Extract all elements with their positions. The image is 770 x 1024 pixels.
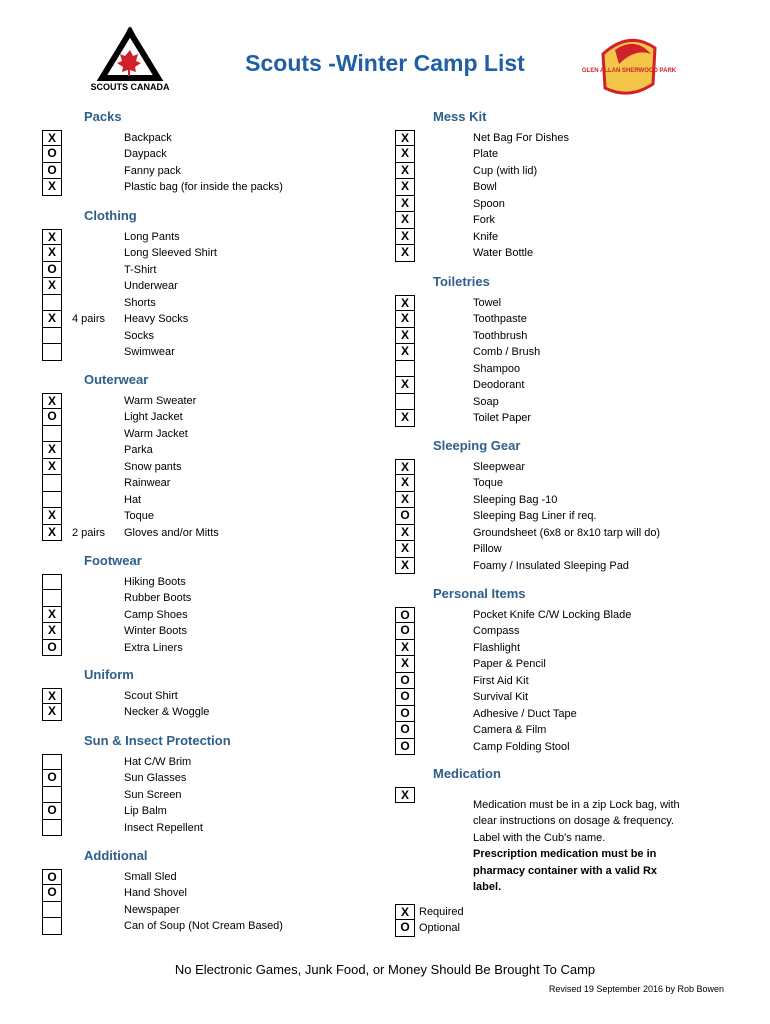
checkbox-mark: X [42,278,62,294]
list-item [395,410,725,426]
medication-prescription-note: Prescription medication must be in pharmacy container with a valid Rx label. [473,848,658,894]
section-outerwear [42,371,372,541]
item-label: Extra Liners [124,641,183,654]
checkbox-mark: X [42,179,62,195]
checkbox-mark: X [395,311,415,327]
item-quantity: 4 pairs [72,313,106,326]
item-label: Knife [473,230,499,243]
checkbox-mark: O [395,508,415,524]
checkbox-mark: O [42,803,62,819]
list-item [395,607,725,623]
item-label: Small Sled [124,871,177,883]
checkbox-mark: O [395,706,415,722]
item-label: Flashlight [473,641,521,654]
checkbox-mark: O [395,673,415,689]
item-label: Camp Folding Stool [473,740,570,753]
item-label: Warm Jacket [124,427,188,440]
checkbox-mark: O [42,885,62,901]
svg-text:GLEN ALLAN SHERWOOD PARK: GLEN ALLAN SHERWOOD PARK [581,68,677,74]
section-title: Packs [84,109,122,124]
section-title: Outerwear [84,372,149,387]
checkbox-mark: X [42,623,62,639]
legend-label: Required [419,906,464,918]
checkbox-mark: X [395,229,415,245]
list-item [395,640,725,656]
checkbox-mark [42,344,62,360]
list-item [395,295,725,311]
list-item [395,492,725,508]
checkbox-mark: X [395,541,415,557]
checkbox-mark: X [395,295,415,311]
item-label: Water Bottle [473,247,534,260]
checkbox-mark: X [395,656,415,672]
item-label: Hat C/W Brim [124,756,192,768]
checkbox-mark: X [395,525,415,541]
list-item [395,196,725,212]
item-label: Hand Shovel [124,887,187,900]
footer-note: No Electronic Games, Junk Food, or Money Should Be Brought To Camp [174,962,596,977]
section-title: Footwear [84,553,142,568]
checkbox-mark: O [42,640,62,656]
checkbox-mark: X [395,410,415,426]
list-item [395,212,725,228]
list-item [395,475,725,491]
list-item [395,525,725,541]
checkbox-mark: X [395,344,415,360]
list-item [395,146,725,162]
checkbox-mark: X [395,245,415,261]
checkbox-mark: X [395,787,415,803]
checkbox-mark: X [42,508,62,524]
list-item [42,295,372,311]
section-title: Uniform [84,667,134,682]
list-item [42,229,372,245]
item-label: Socks [124,329,154,342]
checkbox-mark: O [395,607,415,623]
list-item [42,902,372,918]
item-label: Comb / Brush [473,346,541,359]
checkbox-mark: X [42,704,62,720]
checkbox-mark: O [395,722,415,738]
checkbox-mark [42,475,62,491]
item-label: Sleepwear [473,461,525,473]
checkbox-mark: X [42,688,62,704]
list-item [42,885,372,901]
checkbox-mark [42,754,62,770]
legend-mark: O [395,920,415,936]
item-label: Insect Repellent [124,821,203,834]
item-label: Cup (with lid) [473,164,538,177]
list-item [42,787,372,803]
list-item [395,673,725,689]
item-label: Daypack [124,148,167,161]
list-item [395,558,725,574]
list-item [42,508,372,524]
checkbox-mark: O [395,623,415,639]
section-title: Additional [84,848,148,863]
page-title: Scouts -Winter Camp List [245,50,525,76]
item-label: Scout Shirt [124,690,178,702]
item-label: Gloves and/or Mitts [124,526,219,539]
list-item [395,311,725,327]
list-item [395,541,725,557]
list-item [42,475,372,491]
list-item [42,770,372,786]
checkbox-mark [42,492,62,508]
checkbox-mark: O [42,770,62,786]
item-label: Toque [473,477,503,490]
item-label: Sleeping Bag Liner if req. [473,510,597,523]
checkbox-mark: X [395,146,415,162]
checkbox-mark: O [42,146,62,162]
list-item [395,459,725,475]
list-item [42,179,372,195]
checkbox-mark [42,590,62,606]
list-item [395,722,725,738]
section-packs [42,108,372,196]
list-item [395,656,725,672]
list-item [395,163,725,179]
section-title: Mess Kit [433,109,487,124]
item-label: Winter Boots [124,625,187,638]
item-label: T-Shirt [124,263,157,276]
checkbox-mark: X [395,640,415,656]
checkbox-mark [42,574,62,590]
medication-text: Medication must be in a zip Lock bag, with clear instructions on dosage & frequency. Label with the Cub's name. [473,799,680,844]
section-toiletries [395,273,725,427]
item-label: Can of Soup (Not Cream Based) [124,920,283,933]
checkbox-mark: X [42,459,62,475]
item-label: Towel [473,297,502,309]
list-item [42,344,372,360]
list-item [395,229,725,245]
checkbox-mark: X [395,459,415,475]
item-label: Sun Screen [124,788,182,801]
list-item [42,163,372,179]
item-label: Lip Balm [124,805,167,818]
list-item [395,377,725,393]
item-label: Fanny pack [124,164,181,177]
legend-label: Optional [419,922,460,935]
list-item [395,130,725,146]
item-quantity: 2 pairs [72,526,106,539]
item-label: Long Sleeved Shirt [124,247,217,260]
item-label: Soap [473,395,499,408]
section-sun-insect-protection [42,732,372,836]
list-item [42,820,372,836]
list-item [42,130,372,146]
list-item [395,344,725,360]
checkbox-mark [42,787,62,803]
checkbox-mark [42,820,62,836]
list-item [42,146,372,162]
medication-instructions [473,797,683,895]
checkbox-mark: X [42,245,62,261]
checkbox-mark: X [42,607,62,623]
list-item [395,179,725,195]
list-item [42,640,372,656]
item-label: Snow pants [124,460,182,473]
list-item [395,623,725,639]
item-label: Rubber Boots [124,592,192,605]
list-item [42,869,372,885]
item-label: Groundsheet (6x8 or 8x10 tarp will do) [473,526,661,539]
item-label: Toilet Paper [473,412,532,425]
item-label: Sleeping Bag -10 [473,493,558,506]
list-item [42,918,372,934]
list-item [42,393,372,409]
item-label: Backpack [124,132,172,144]
item-label: Toque [124,510,154,523]
item-label: First Aid Kit [473,674,529,687]
checkbox-mark [42,295,62,311]
item-label: Paper & Pencil [473,658,546,671]
list-item [42,623,372,639]
item-label: Plastic bag (for inside the packs) [124,181,283,194]
checkbox-mark: X [395,475,415,491]
item-label: Rainwear [124,477,171,490]
list-item [42,574,372,590]
section-uniform [42,666,372,721]
item-label: Newspaper [124,903,180,916]
checkbox-mark [42,328,62,344]
checkbox-mark: X [395,212,415,228]
list-item [42,409,372,425]
checkbox-mark [395,394,415,410]
item-label: Fork [473,214,495,227]
checkbox-mark: X [395,179,415,195]
item-label: Pillow [473,543,502,556]
list-item [42,803,372,819]
section-personal-items [395,585,725,755]
item-label: Foamy / Insulated Sleeping Pad [473,559,629,572]
item-label: Toothpaste [473,313,527,326]
item-label: Net Bag For Dishes [473,132,569,144]
item-label: Camera & Film [473,724,547,737]
checkbox-mark [395,361,415,377]
item-label: Underwear [124,280,178,293]
checkbox-mark: X [395,558,415,574]
item-label: Hiking Boots [124,576,186,588]
checkbox-mark: O [395,739,415,755]
item-label: Adhesive / Duct Tape [473,707,577,720]
item-label: Light Jacket [124,411,183,424]
item-label: Shorts [124,296,156,309]
checkbox-mark: O [395,689,415,705]
list-item [42,245,372,261]
checkbox-mark [42,918,62,934]
item-label: Deodorant [473,379,525,392]
item-label: Compass [473,625,520,638]
checkbox-mark [42,902,62,918]
list-item [395,739,725,755]
item-label: Swimwear [124,346,175,359]
item-label: Warm Sweater [124,395,197,407]
revision-note: Revised 19 September 2016 by Rob Bowen [548,984,724,994]
checkbox-mark: O [42,163,62,179]
checkbox-mark: O [42,262,62,278]
list-item [395,706,725,722]
item-label: Heavy Socks [124,313,189,326]
list-item [42,688,372,704]
list-item [42,754,372,770]
section-title: Toiletries [433,274,490,289]
checkbox-mark: X [395,377,415,393]
checkbox-mark: O [42,869,62,885]
checkbox-mark: X [42,525,62,541]
list-item [42,704,372,720]
list-item [42,459,372,475]
list-item [42,328,372,344]
checkbox-mark: X [42,311,62,327]
list-item [395,245,725,261]
section-additional [42,847,372,935]
checkbox-mark: X [42,442,62,458]
list-item [42,311,372,327]
list-item [42,492,372,508]
section-title: Medication [433,766,501,781]
section-mess-kit [395,108,725,262]
section-title: Personal Items [433,586,526,601]
section-title: Sleeping Gear [433,438,521,453]
section-title: Clothing [84,208,137,223]
item-label: Sun Glasses [124,772,187,785]
section-sleeping-gear [395,437,725,574]
item-label: Hat [124,493,142,506]
checkbox-mark [42,426,62,442]
item-label: Long Pants [124,231,180,243]
list-item [395,689,725,705]
checkbox-mark: X [395,328,415,344]
list-item [395,328,725,344]
item-label: Pocket Knife C/W Locking Blade [473,609,632,621]
list-item [42,262,372,278]
checkbox-mark: X [395,492,415,508]
item-label: Bowl [473,181,497,194]
section-footwear [42,552,372,656]
item-label: Parka [124,444,153,457]
legend-mark: X [395,904,415,920]
item-label: Plate [473,148,499,161]
checkbox-mark: X [42,393,62,409]
section-title: Sun & Insect Protection [84,733,231,748]
item-label: Survival Kit [473,691,529,704]
list-item [42,607,372,623]
item-label: Spoon [473,197,505,210]
list-item [42,442,372,458]
item-label: Toothbrush [473,329,528,342]
checkbox-mark: X [395,196,415,212]
list-item [395,361,725,377]
checkbox-mark: X [395,130,415,146]
svg-text:SCOUTS CANADA: SCOUTS CANADA [90,82,170,92]
list-item [395,394,725,410]
checkbox-mark: X [42,229,62,245]
checkbox-mark: O [42,409,62,425]
list-item [42,278,372,294]
checkbox-mark: X [395,163,415,179]
list-item [42,525,372,541]
list-item [395,508,725,524]
list-item [42,590,372,606]
section-clothing [42,207,372,361]
item-label: Shampoo [473,362,521,375]
list-item [42,426,372,442]
item-label: Camp Shoes [124,608,188,621]
checkbox-mark: X [42,130,62,146]
item-label: Necker & Woggle [124,706,210,719]
